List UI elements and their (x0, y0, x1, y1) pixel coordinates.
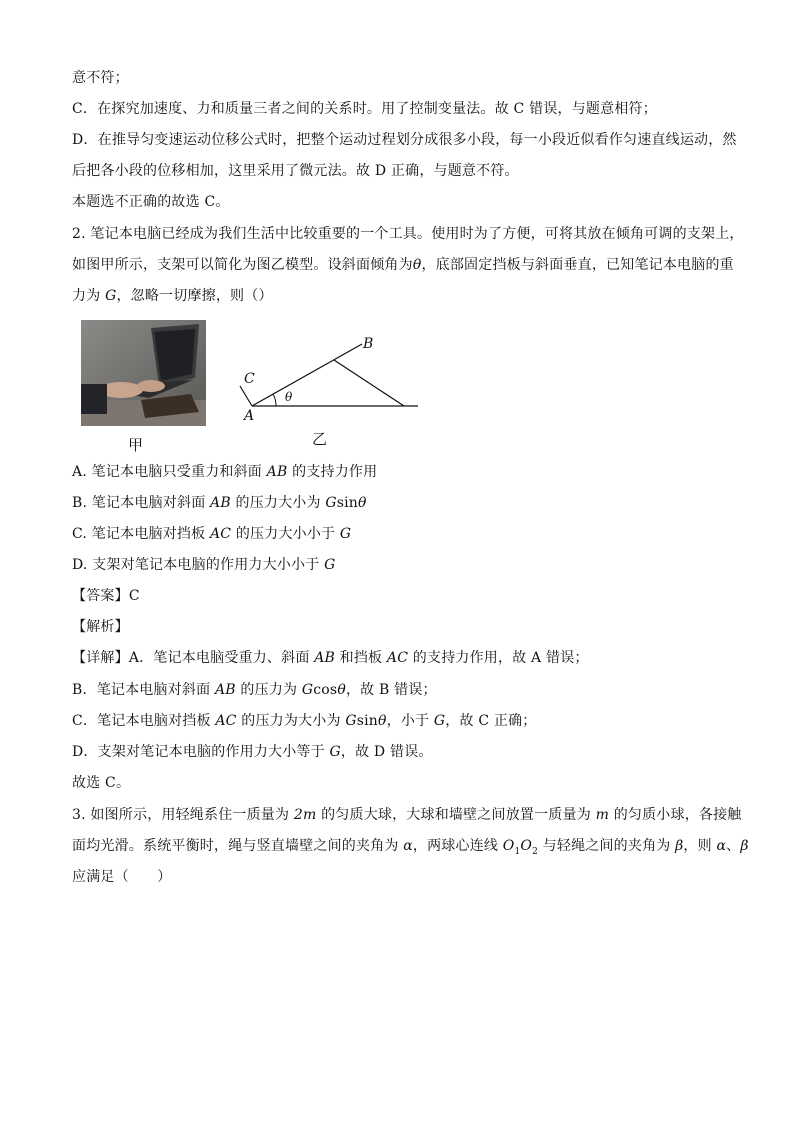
text: 的压力大小小于 (231, 526, 340, 542)
detail-label: 【详解】 (72, 650, 129, 666)
math-symbol: AB (214, 682, 236, 698)
text: 的压力为大小为 (236, 713, 346, 729)
label-b: B (363, 336, 374, 352)
math-symbol: θ (377, 713, 387, 729)
angle-arc (273, 394, 276, 406)
math-symbol: 2m (293, 807, 317, 823)
math-symbol: AB (314, 650, 335, 666)
text: 3. 如图所示，用轻绳系住一质量为 (72, 807, 294, 823)
math-symbol: AC (209, 526, 232, 542)
subscript: 1 (514, 846, 521, 857)
math-symbol: θ (358, 495, 367, 511)
text-line (72, 99, 732, 119)
text: 后把各小段的位移相加，这里采用了微元法。故 D 正确，与题意不符。 (72, 163, 519, 179)
detail-line-4 (72, 742, 732, 762)
text: ，两球心连线 (412, 838, 503, 854)
text: C．在探究加速度、力和质量三者之间的关系时。用了控制变量法。故 C 错误，与题意相符； (72, 101, 657, 117)
text: A. 笔记本电脑只受重力和斜面 (72, 464, 267, 480)
question-2-line-2 (72, 255, 732, 275)
option-d (72, 555, 732, 575)
text: 的支持力作用 (287, 464, 378, 480)
text: 和挡板 (335, 650, 387, 666)
text-line (72, 161, 732, 181)
math-symbol: G (325, 495, 337, 511)
text: 的支持力作用，故 A 错误； (408, 650, 589, 666)
text: B. 笔记本电脑对斜面 (72, 495, 211, 511)
text: ，故 B 错误； (345, 682, 437, 698)
text: 的匀质小球，各接触 (609, 807, 742, 823)
text: D．支架对笔记本电脑的作用力大小等于 (72, 744, 330, 760)
analysis-line (72, 617, 732, 637)
text: 意不符； (72, 70, 129, 86)
math-symbol: G (345, 713, 357, 729)
question-2-line-1 (72, 224, 744, 244)
detail-line-3 (72, 711, 732, 731)
text: 的压力大小为 (230, 495, 326, 511)
question-2-line-3 (72, 286, 732, 306)
answer-line (72, 586, 732, 606)
baffle-ac (240, 386, 252, 406)
text: ，忽略一切摩擦，则（） (116, 288, 273, 304)
question-3-line-2 (72, 836, 749, 862)
subscript: 2 (532, 846, 539, 857)
text: 的压力为 (235, 682, 302, 698)
text: ，底部固定挡板与斜面垂直，已知笔记本电脑的重 (421, 257, 734, 273)
text: 、 (726, 838, 741, 854)
text: 的匀质大球，大球和墙壁之间放置一质量为 (316, 807, 596, 823)
text: C. 笔记本电脑对挡板 (72, 526, 210, 542)
text: 力为 (72, 288, 106, 304)
text-line (72, 130, 737, 150)
text: D．在推导匀变速运动位移公式时，把整个运动过程划分成很多小段，每一小段近似看作匀速直线运动，然 (72, 132, 737, 148)
question-3-line-1 (72, 805, 742, 825)
photo-caption: 甲 (128, 436, 144, 454)
text: D. 支架对笔记本电脑的作用力大小小于 (72, 557, 325, 573)
text: B．笔记本电脑对斜面 (72, 682, 215, 698)
math-symbol: O (520, 838, 533, 854)
text: cos (313, 682, 338, 698)
text: ，小于 (386, 713, 434, 729)
support-strut (334, 360, 404, 406)
text: C．笔记本电脑对挡板 (72, 713, 216, 729)
math-symbol: AC (386, 650, 409, 666)
laptop-photo (81, 320, 206, 426)
math-symbol: G (324, 557, 336, 573)
answer-value: C (128, 588, 140, 604)
text: 故选 C。 (72, 775, 131, 791)
math-symbol: G (329, 744, 341, 760)
label-a: A (244, 408, 255, 424)
math-symbol: α (403, 838, 413, 854)
option-a (72, 462, 732, 482)
text: 2. 笔记本电脑已经成为我们生活中比较重要的一个工具。使用时为了方便，可将其放在倾角可调的支架上， (72, 226, 744, 242)
text: sin (336, 495, 359, 511)
text: 本题选不正确的故选 C。 (72, 194, 230, 210)
answer-label: 【答案】 (72, 588, 129, 604)
math-symbol: G (339, 526, 352, 542)
math-symbol: θ (337, 682, 346, 698)
text-line (72, 68, 732, 88)
text: 面均光滑。系统平衡时，绳与竖直墙壁之间的夹角为 (72, 838, 404, 854)
text: 应满足（ ） (72, 869, 172, 885)
math-symbol: α (716, 838, 727, 854)
laptop-photo-image (81, 320, 206, 426)
text: 如图甲所示，支架可以简化为图乙模型。设斜面倾角为 (72, 257, 413, 273)
text: ，则 (683, 838, 717, 854)
math-symbol: β (740, 838, 749, 854)
option-c (72, 524, 732, 544)
label-theta: θ (285, 390, 293, 404)
math-symbol: m (595, 807, 610, 823)
math-symbol: AC (215, 713, 237, 729)
label-c: C (244, 371, 255, 387)
text-line (72, 192, 732, 212)
incline-ab (252, 344, 362, 406)
math-symbol: G (105, 288, 117, 304)
math-symbol: G (301, 682, 314, 698)
detail-line-1 (72, 648, 732, 668)
text: ，故 C 正确； (445, 713, 537, 729)
math-symbol: O (502, 838, 515, 854)
text: sin (356, 713, 378, 729)
diagram-caption: 乙 (312, 430, 328, 448)
question-3-line-3 (72, 867, 732, 887)
incline-diagram (236, 336, 426, 426)
math-symbol: θ (412, 257, 422, 273)
option-b (72, 493, 732, 513)
detail-line-2 (72, 680, 732, 700)
math-symbol: G (433, 713, 446, 729)
text: A．笔记本电脑受重力、斜面 (128, 650, 315, 666)
text: ，故 D 错误。 (340, 744, 433, 760)
detail-line-5 (72, 773, 732, 793)
analysis-label: 【解析】 (72, 619, 129, 635)
text: 与轻绳之间的夹角为 (538, 838, 676, 854)
math-symbol: AB (266, 464, 288, 480)
math-symbol: AB (210, 495, 231, 511)
math-symbol: β (675, 838, 684, 854)
